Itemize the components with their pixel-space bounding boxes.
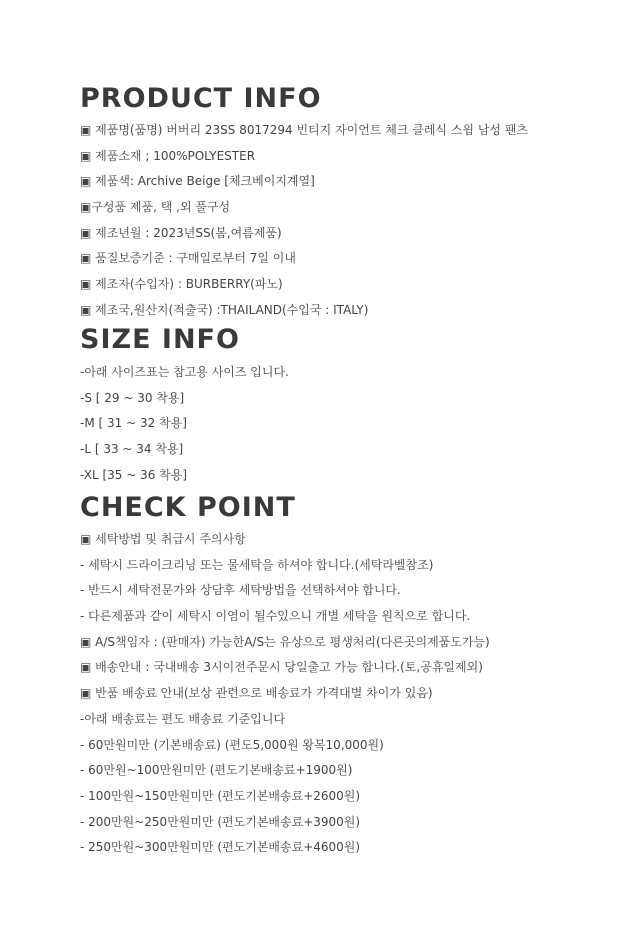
check-point-line: - 반드시 세탁전문가와 상담후 세탁방법을 선택하셔야 합니다. — [80, 583, 401, 598]
check-point-line: - 60만원미만 (기본배송료) (편도5,000원 왕복10,000원) — [80, 737, 384, 752]
check-point-line: - 250만원~300만원미만 (편도기본배송료+4600원) — [80, 840, 361, 855]
check-point-line: ▣ 세탁방법 및 취급시 주의사항 — [80, 532, 246, 546]
check-point-line: - 60만원~100만원미만 (편도기본배송료+1900원) — [80, 763, 353, 778]
check-point-list — [80, 527, 620, 861]
check-point-line: ▣ 배송안내 : 국내배송 3시이전주문시 당일출고 가능 합니다.(토,공휴일제외) — [80, 660, 483, 675]
product-info-line: ▣ 제조년월 : 2023년SS(봄,여름제품) — [80, 225, 282, 240]
check-point-section — [80, 491, 620, 861]
product-info-section — [80, 82, 620, 324]
product-info-line: ▣ 제조국,원산지(적출국) :THAILAND(수입국 : ITALY) — [80, 302, 369, 317]
size-info-line: -아래 사이즈표는 참고용 사이즈 입니다. — [80, 365, 289, 379]
check-point-line: - 다른제품과 같이 세탁시 이염이 될수있으니 개별 세탁을 원칙으로 합니다. — [80, 609, 471, 624]
product-info-heading: PRODUCT INFO — [80, 83, 322, 114]
size-info-section — [80, 323, 620, 488]
product-info-line: ▣ 제조자(수입자) : BURBERRY(파노) — [80, 277, 283, 292]
size-info-heading: SIZE INFO — [80, 324, 240, 355]
check-point-line: -아래 배송료는 편도 배송료 기준입니다 — [80, 711, 286, 726]
size-info-line: -L [ 33 ~ 34 착용] — [80, 442, 184, 457]
check-point-line: ▣ A/S책임자 : (판매자) 가능한A/S는 유상으로 평생처리(다른곳의제품도가능) — [80, 634, 490, 649]
check-point-line: - 100만원~150만원미만 (편도기본배송료+2600원) — [80, 788, 361, 803]
product-info-line: ▣구성품 제품, 택 ,외 풀구성 — [80, 200, 231, 215]
size-info-line: -S [ 29 ~ 30 착용] — [80, 390, 185, 405]
product-info-list — [80, 118, 620, 324]
product-info-line: ▣ 제품명(품명) 버버리 23SS 8017294 빈티지 자이언트 체크 클레식 스윔 남성 팬츠 — [80, 123, 529, 137]
product-info-line: ▣ 품질보증기준 : 구매일로부터 7일 이내 — [80, 251, 296, 266]
check-point-line: ▣ 반품 배송료 안내(보상 관련으로 배송료가 가격대별 차이가 있음) — [80, 686, 433, 701]
product-info-line: ▣ 제품소재 ; 100%POLYESTER — [80, 148, 256, 163]
check-point-line: - 세탁시 드라이크리닝 또는 물세탁을 하셔야 합니다.(세탁라벨참조) — [80, 557, 434, 572]
size-info-line: -M [ 31 ~ 32 착용] — [80, 416, 187, 431]
size-info-line: -XL [35 ~ 36 착용] — [80, 467, 188, 482]
check-point-heading: CHECK POINT — [80, 492, 296, 523]
check-point-line: - 200만원~250만원미만 (편도기본배송료+3900원) — [80, 814, 361, 829]
product-info-line: ▣ 제품색: Archive Beige [체크베이지계열] — [80, 174, 315, 189]
size-info-list — [80, 360, 620, 488]
